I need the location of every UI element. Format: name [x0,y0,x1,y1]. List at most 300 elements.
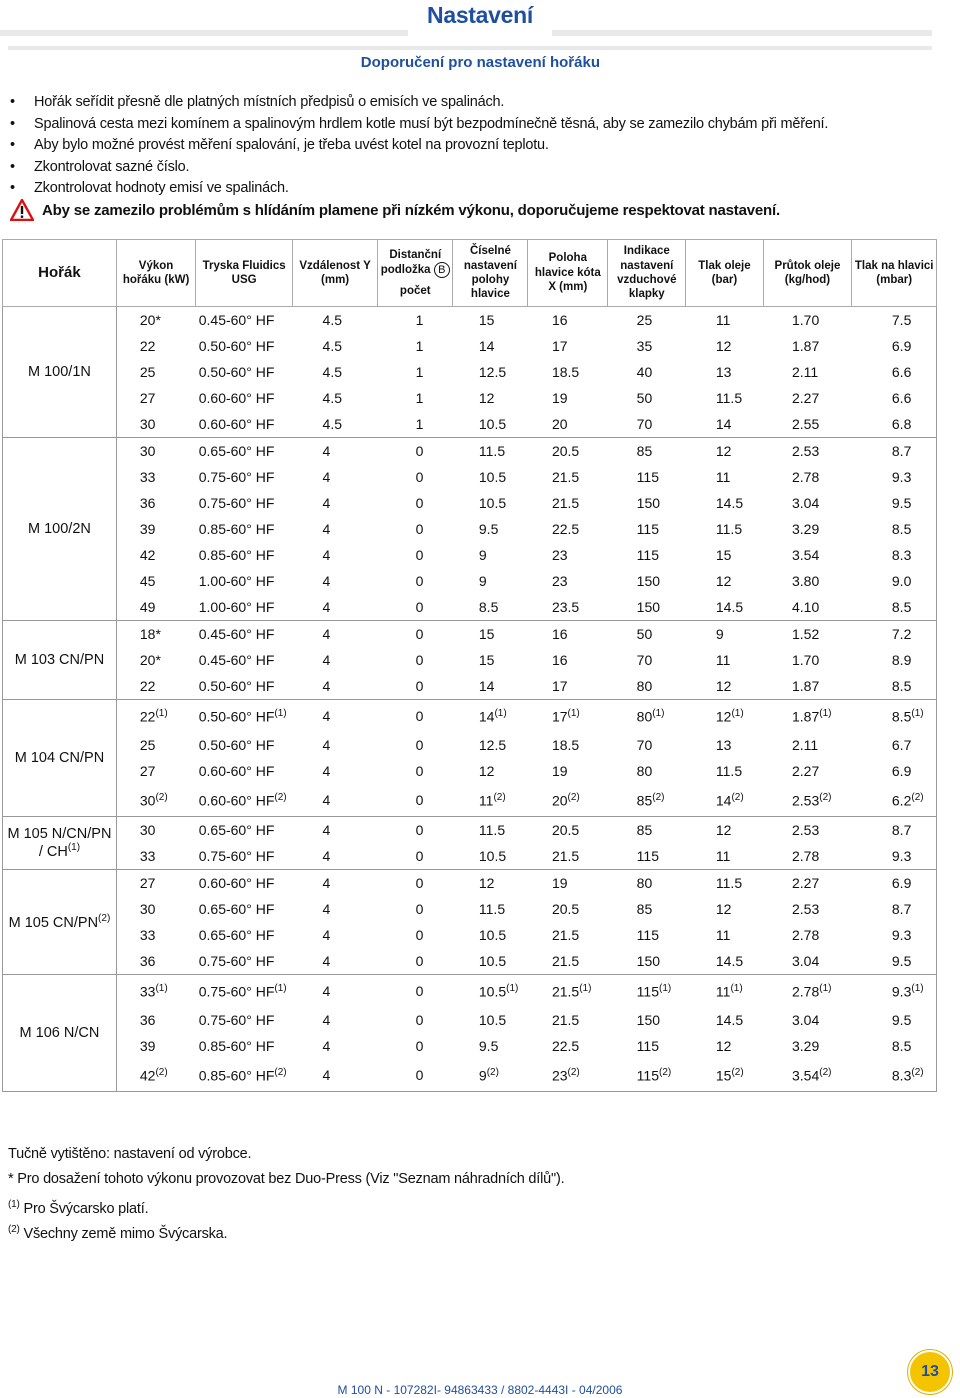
list-item: • Hořák seřídit přesně dle platných místních předpisů o emisích ve spalinách. [8,92,828,114]
table-cell: 22.5 [551,521,580,537]
table-cell: 14 [686,411,763,438]
page-number-badge: 13 [908,1350,952,1394]
table-cell: 13 [715,737,732,753]
table-cell: 0.75-60° HF$^{(1)}$ [198,982,287,1000]
table-cell: 2.53$^{(2)}$ [763,784,852,817]
table-cell: 70 [636,737,653,753]
table-cell: 4.5 [322,312,342,328]
col-spacer-label: Distanční podložka B [380,248,450,278]
table-cell: 12.5 [478,737,507,753]
table-header-row [3,240,937,307]
table-cell: 11.5 [478,443,506,459]
table-cell: 0 [415,521,424,537]
burner-model-cell: M 105 N/CN/PN / CH$^{(1)}$ [3,817,117,870]
table-cell: 0 [378,784,453,817]
table-cell: 2.78 [792,469,820,485]
table-cell: 0.85-60° HF [198,1038,275,1054]
table-cell: 15 [478,626,495,642]
table-row [3,948,937,975]
table-cell: 12 [715,338,732,354]
table-row [3,542,937,568]
burner-model-cell: M 104 CN/PN [3,700,117,817]
table-cell: 0 [378,673,453,700]
table-cell: 4.5 [322,364,342,380]
table-row [3,568,937,594]
col-nozzle: Tryska Fluidics USG [196,240,293,307]
table-cell: 4.5 [293,411,378,438]
burner-model-cell: M 103 CN/PN [3,621,117,700]
table-cell: 35 [636,338,653,354]
table-row [3,359,937,385]
burner-model-cell: M 100/2N [3,438,117,621]
table-row [3,673,937,700]
burner-model-cell: M 105 CN/PN$^{(2)}$ [3,870,117,975]
table-cell: 85 [636,901,653,917]
table-cell: 3.80 [792,573,820,589]
table-cell: 2.27 [792,763,820,779]
table-cell: 12 [715,901,732,917]
table-cell: 12 [686,673,763,700]
table-cell: 25 [139,737,156,753]
table-cell: 20.5 [551,443,580,459]
table-cell: 8.5 [453,594,528,621]
burner-model-cell: M 100/1N [3,307,117,438]
list-item: • Aby bylo možné provést měření spalování, je třeba uvést kotel na provozní teplotu. [8,135,828,157]
table-cell: 15 [715,547,732,563]
table-cell: 85 [636,822,653,838]
table-cell: 6.6 [852,359,937,385]
table-row [3,758,937,784]
table-cell: 15 [478,312,495,328]
table-cell: 0 [415,875,424,891]
table-cell: 14$^{(1)}$ [478,707,507,725]
table-cell: 4 [322,573,331,589]
table-cell: 0 [378,594,453,621]
table-cell: 25 [139,364,156,380]
table-cell: 0.85-60° HF [198,521,275,537]
table-cell: 0 [415,626,424,642]
table-row [3,490,937,516]
table-cell: 4 [322,708,331,724]
table-cell: 2.78$^{(1)}$ [792,982,832,1000]
table-cell: 0 [415,547,424,563]
table-cell: 4 [322,547,331,563]
table-cell: 4 [322,443,331,459]
table-cell: 10.5 [453,843,528,870]
table-cell: 80 [636,875,653,891]
table-cell: 4 [322,822,331,838]
table-cell: 33$^{(1)}$ [139,982,168,1000]
table-cell: 0 [415,927,424,943]
table-cell: 8.7 [852,896,937,922]
table-cell: 19 [551,875,568,891]
table-cell: 20.5 [551,822,580,838]
table-cell: 0 [415,469,424,485]
table-cell: 14.5 [686,594,763,621]
table-cell: 14.5 [715,495,744,511]
table-cell: 4 [322,875,331,891]
table-cell: 8.5 [852,594,937,621]
table-cell: 11 [686,843,763,870]
col-oil-pressure: Tlak oleje (bar) [686,240,763,307]
table-cell: 9.5 [478,521,499,537]
table-cell: 4.5 [322,390,342,406]
table-row [3,438,937,465]
table-cell: 4 [293,843,378,870]
table-cell: 4 [322,763,331,779]
table-cell: 115 [608,843,686,870]
table-cell: 10.5 [453,411,528,438]
table-cell: 70 [608,411,686,438]
table-cell: 22 [139,338,156,354]
table-cell: 4 [322,1038,331,1054]
table-cell: 11.5 [715,763,743,779]
table-cell: 8.3 [852,542,937,568]
table-cell: 115 [636,927,659,943]
table-cell: 0 [415,901,424,917]
table-row [3,516,937,542]
table-row [3,1007,937,1033]
table-cell: 6.9 [852,333,937,359]
table-cell: 9.3 [852,464,937,490]
table-cell: 15$^{(2)}$ [686,1059,763,1092]
settings-table [2,239,937,1092]
table-cell: 21.5$^{(1)}$ [551,982,592,1000]
table-cell: 12 [715,573,732,589]
table-cell: 115$^{(2)}$ [608,1059,686,1092]
table-cell: 39 [139,521,156,537]
title-rule-right [552,30,932,36]
table-cell: 21.5 [551,495,580,511]
table-cell: 0.65-60° HF [198,927,275,943]
title-rule-left [0,30,408,36]
section-title: Doporučení pro nastavení hořáku [360,54,600,71]
list-item: • Zkontrolovat sazné číslo. [8,157,828,179]
table-cell: 70 [636,652,653,668]
table-row [3,307,937,334]
table-cell: 4 [322,626,331,642]
table-cell: 14 [478,338,495,354]
table-cell: 11 [715,312,731,328]
table-cell: 3.29 [792,521,820,537]
table-cell: 11 [715,469,731,485]
table-cell: 0.85-60° HF$^{(2)}$ [196,1059,293,1092]
footnotes [8,1142,564,1242]
table-cell: 0.45-60° HF [198,652,275,668]
table-cell: 0 [415,443,424,459]
table-cell: 0.45-60° HF [198,626,275,642]
table-cell: 115 [636,469,659,485]
warning-text: Aby se zamezilo problémům s hlídáním plamene při nízkém výkonu, doporučujeme respektovat nastavení. [42,201,780,219]
table-cell: 12.5 [478,364,507,380]
table-cell: 0.50-60° HF [196,673,293,700]
table-cell: 9.0 [852,568,937,594]
table-cell: 17$^{(1)}$ [551,707,580,725]
table-cell: 21.5 [551,1012,580,1028]
table-cell: 2.55 [763,411,852,438]
table-cell: 80 [608,673,686,700]
table-cell: 2.53 [792,822,820,838]
table-cell: 23.5 [528,594,608,621]
table-cell: 12 [478,875,495,891]
table-row [3,922,937,948]
table-cell: 6.2$^{(2)}$ [852,784,937,817]
table-cell: 4 [322,521,331,537]
col-air-flap: Indikace nastavení vzduchové klapky [608,240,686,307]
col-head-pos: Poloha hlavice kóta X (mm) [528,240,608,307]
list-item: • Zkontrolovat hodnoty emisí ve spalinách. [8,178,828,200]
table-cell: 1.70 [792,652,820,668]
table-cell: 0.65-60° HF [198,822,275,838]
table-cell: 0.60-60° HF [198,875,275,891]
table-cell: 10.5 [478,495,507,511]
table-cell: 0.50-60° HF$^{(1)}$ [198,707,287,725]
table-cell: 50 [636,626,653,642]
table-cell: 12 [478,763,495,779]
table-cell: 42 [139,547,156,563]
table-cell: 8.9 [852,647,937,673]
table-cell: 22 [116,673,195,700]
table-cell: 9.5 [852,1007,937,1033]
table-cell: 1.87 [763,673,852,700]
table-cell: 8.5 [852,1033,937,1059]
table-cell: 11.5 [715,390,743,406]
table-cell: 10.5 [453,948,528,975]
table-cell: 50 [636,390,653,406]
table-cell: 19 [551,763,568,779]
table-cell: 2.11 [792,737,819,753]
table-cell: 14.5 [715,1012,744,1028]
table-cell: 16 [551,626,568,642]
table-cell: 6.9 [852,870,937,897]
footnote-2: $^{(2)}$ Všechny země mimo Švýcarska. [8,1224,228,1242]
table-cell: 0.75-60° HF [198,495,275,511]
table-cell: 4 [322,927,331,943]
spacer-b-marker: B [434,262,450,278]
table-body [3,307,937,1092]
table-cell: 22$^{(1)}$ [139,707,168,725]
table-cell: 40 [636,364,653,380]
table-cell: 27 [139,390,156,406]
table-cell: 21.5 [528,948,608,975]
table-row [3,594,937,621]
table-row [3,975,937,1008]
table-cell: 4 [322,652,331,668]
table-cell: 30 [116,411,195,438]
table-cell: 0 [378,1059,453,1092]
table-cell: 2.78 [792,927,820,943]
table-cell: 80$^{(1)}$ [636,707,665,725]
page-title: Nastavení [427,2,533,28]
table-cell: 0 [415,1038,424,1054]
table-cell: 85 [636,443,653,459]
table-cell: 12 [715,443,732,459]
table-cell: 6.7 [852,732,937,758]
table-cell: 9.3 [852,922,937,948]
table-cell: 27 [139,763,156,779]
table-cell: 20.5 [551,901,580,917]
table-cell: 21.5 [551,927,580,943]
table-cell: 33 [139,927,156,943]
table-cell: 1.52 [792,626,820,642]
table-cell: 1 [415,390,424,406]
table-cell: 17 [551,338,568,354]
table-cell: 8.3$^{(2)}$ [852,1059,937,1092]
table-cell: 12 [715,1038,732,1054]
col-head-pressure: Tlak na hlavici (mbar) [852,240,937,307]
table-cell: 9 [478,547,487,563]
table-cell: 19 [551,390,568,406]
table-cell: 150 [636,573,661,589]
table-cell: 0.75-60° HF [198,1012,275,1028]
table-cell: 0.75-60° HF [196,843,293,870]
table-cell: 7.5 [852,307,937,334]
table-cell: 4 [293,594,378,621]
warning-icon [10,199,34,221]
table-cell: 25 [636,312,653,328]
table-cell: 2.27 [792,875,820,891]
table-row [3,817,937,844]
table-cell: 10.5$^{(1)}$ [478,982,519,1000]
table-cell: 20* [139,312,161,328]
table-cell: 4 [293,784,378,817]
table-cell: 2.53 [792,443,820,459]
table-row [3,784,937,817]
table-cell: 30 [139,901,156,917]
table-cell: 9.3 [852,843,937,870]
table-cell: 4 [322,1012,331,1028]
table-cell: 27 [139,875,156,891]
table-cell: 0.50-60° HF [198,737,275,753]
table-cell: 11.5 [715,521,743,537]
table-cell: 9.5 [852,948,937,975]
star-note: * Pro dosažení tohoto výkonu provozovat bez Duo-Press (Viz "Seznam náhradních dílů"). [8,1171,565,1187]
table-cell: 9 [478,573,487,589]
table-cell: 15 [478,652,495,668]
bold-note: Tučně vytištěno: nastavení od výrobce. [8,1146,252,1162]
table-cell: 1.87$^{(1)}$ [792,707,832,725]
table-cell: 18* [139,626,161,642]
table-cell: 18.5 [551,737,580,753]
table-cell: 14.5 [686,948,763,975]
footnote-1: $^{(1)}$ Pro Švýcarsko platí. [8,1199,149,1217]
table-cell: 0 [415,737,424,753]
col-spacer-sub: počet [399,285,431,297]
table-cell: 4.10 [763,594,852,621]
table-cell: 0 [415,763,424,779]
table-cell: 3.04 [792,1012,820,1028]
table-cell: 0.65-60° HF [198,443,275,459]
table-cell: 1 [415,364,424,380]
table-cell: 85$^{(2)}$ [608,784,686,817]
table-cell: 6.6 [852,385,937,411]
table-cell: 4 [322,469,331,485]
table-cell: 11$^{(1)}$ [715,982,743,1000]
table-cell: 21.5 [528,843,608,870]
table-cell: 0 [415,1012,424,1028]
table-row [3,647,937,673]
table-cell: 12 [478,390,495,406]
table-cell: 150 [636,495,661,511]
table-cell: 11 [715,927,731,943]
table-cell: 0 [378,948,453,975]
table-cell: 0.50-60° HF [198,364,275,380]
table-cell: 20$^{(2)}$ [528,784,608,817]
table-cell: 2.78 [763,843,852,870]
table-cell: 1.00-60° HF [196,594,293,621]
table-row [3,896,937,922]
table-cell: 10.5 [478,1012,507,1028]
table-cell: 1.87 [792,338,820,354]
table-cell: 12 [715,822,732,838]
table-cell: 45 [139,573,156,589]
table-cell: 0.50-60° HF [198,338,275,354]
table-row [3,700,937,733]
table-cell: 0 [415,652,424,668]
table-cell: 4 [322,495,331,511]
table-cell: 4 [293,673,378,700]
table-cell: 0 [378,843,453,870]
col-power: Výkon hořáku (kW) [116,240,195,307]
table-cell: 115 [636,521,659,537]
table-cell: 3.04 [763,948,852,975]
table-cell: 1 [415,338,424,354]
burner-model-cell: M 106 N/CN [3,975,117,1092]
table-cell: 0.60-60° HF [198,390,275,406]
table-cell: 30 [139,822,156,838]
table-cell: 3.54$^{(2)}$ [763,1059,852,1092]
table-cell: 16 [551,652,568,668]
table-cell: 42$^{(2)}$ [116,1059,195,1092]
table-cell: 21.5 [551,469,580,485]
table-cell: 11.5 [715,875,743,891]
table-cell: 13 [715,364,732,380]
table-cell: 2.53 [792,901,820,917]
table-row [3,621,937,648]
table-cell: 30$^{(2)}$ [116,784,195,817]
table-cell: 150 [636,1012,661,1028]
col-spacer [378,240,453,307]
table-cell: 23 [551,573,568,589]
table-cell: 30 [139,443,156,459]
table-cell: 0 [415,983,424,999]
table-cell: 0 [415,822,424,838]
table-cell: 3.04 [792,495,820,511]
table-cell: 0 [415,708,424,724]
table-cell: 20* [139,652,161,668]
table-cell: 0.45-60° HF [198,312,275,328]
table-cell: 0 [415,495,424,511]
table-cell: 11.5 [478,822,506,838]
table-cell: 14$^{(2)}$ [686,784,763,817]
table-cell: 18.5 [551,364,580,380]
table-cell: 2.11 [792,364,819,380]
table-row [3,385,937,411]
table-row [3,732,937,758]
table-row [3,843,937,870]
table-cell: 14 [453,673,528,700]
table-cell: 115$^{(1)}$ [636,982,672,1000]
table-row [3,1033,937,1059]
table-cell: 20 [528,411,608,438]
col-burner: Hořák [3,240,117,307]
table-cell: 0 [415,573,424,589]
table-cell: 4 [322,737,331,753]
table-cell: 0.75-60° HF [196,948,293,975]
col-distance: Vzdálenost Y (mm) [293,240,378,307]
table-cell: 3.54 [792,547,820,563]
table-cell: 4 [322,983,331,999]
